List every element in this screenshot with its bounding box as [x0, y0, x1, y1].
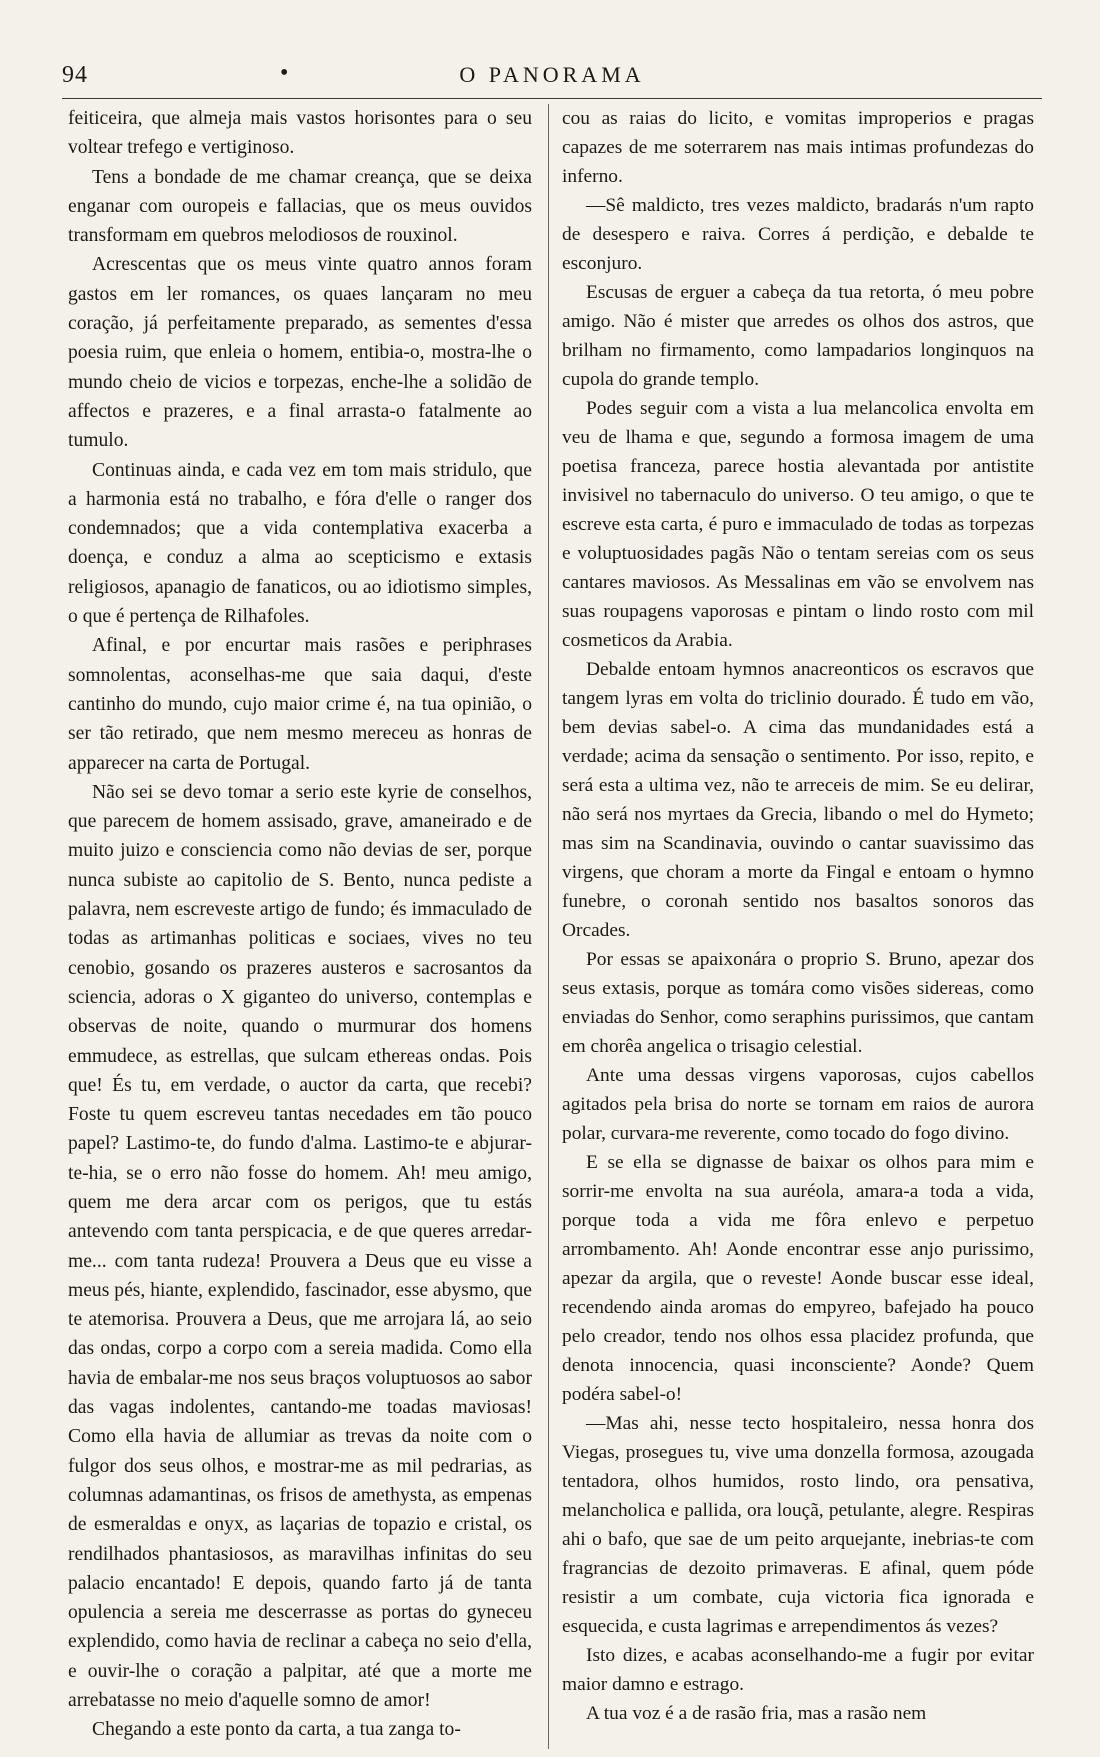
right-column	[562, 104, 1034, 1728]
header-bullet: •	[280, 60, 289, 86]
paragraph: Chegando a este ponto da carta, a tua zanga to-	[92, 1719, 461, 1741]
left-column	[68, 104, 532, 1745]
paragraph: A tua voz é a de rasão fria, mas a rasão nem	[586, 1703, 927, 1724]
paragraph: Afinal, e por encurtar mais rasões e periphrases somnolentas, aconselhas-me que saia daqui, d'este cantinho do mundo, cujo maior crime é, na tua opinião, o ser tão retirado, que nem mesmo mereceu as honras de apparecer na carta de Portugal.	[68, 635, 532, 774]
paragraph: Escusas de erguer a cabeça da tua retorta, ó meu pobre amigo. Não é mister que arredes os olhos dos astros, que brilham no firmamento, como lampadarios longinquos na cupola do grande templo.	[562, 282, 1034, 390]
paragraph: Isto dizes, e acabas aconselhando-me a fugir por evitar maior damno e estrago.	[562, 1645, 1034, 1695]
page-number: 94	[62, 62, 88, 88]
paragraph: Tens a bondade de me chamar creança, que se deixa enganar com ouropeis e fallacias, que os meus ouvidos transformam em quebros melodiosos de rouxinol.	[68, 166, 532, 247]
paragraph: —Sê maldicto, tres vezes maldicto, bradarás n'um rapto de desespero e raiva. Corres á perdição, e debalde te esconjuro.	[562, 195, 1034, 274]
paragraph: Acrescentas que os meus vinte quatro annos foram gastos em ler romances, os quaes lançaram no meu coração, já perfeitamente preparado, as sementes d'essa poesia ruim, que enleia o homem, entibia-o, mostra-lhe o mundo cheio de vicios e torpezas, enche-lhe a solidão de affectos e prazeres, e a final arrasta-o fatalmente ao tumulo.	[68, 254, 532, 452]
paragraph: feiticeira, que almeja mais vastos horisontes para o seu voltear trefego e vertiginoso.	[68, 108, 532, 159]
page-header	[62, 62, 1042, 98]
paragraph: E se ella se dignasse de baixar os olhos para mim e sorrir-me envolta na sua auréola, amara-a toda a vida, porque toda a vida me fôra enlevo e perpetuo arrombamento. Ah! Aonde encontrar esse anjo purissimo, apezar da argila, que o reveste! Aonde buscar esse ideal, recendendo ainda aromas do empyreo, bafejado ha pouco pelo creador, tendo nos olhos essa placidez profunda, que denota innocencia, quasi inconsciente? Aonde? Quem podéra sabel-o!	[562, 1152, 1034, 1405]
paragraph: Não sei se devo tomar a serio este kyrie de conselhos, que parecem de homem assisado, grave, amaneirado e de muito juizo e consciencia como não devias de ser, porque nunca subiste ao capitolio de S. Bento, nunca pediste a palavra, nem escreveste artigo de fundo; és immaculado de todas as artimanhas politicas e sociaes, vives no teu cenobio, gosando os prazeres austeros e sacrosantos da sciencia, adoras o X giganteo do universo, contemplas e observas de noite, quando o murmurar dos homens emmudece, as estrellas, que sulcam ethereas ondas. Pois que! És tu, em verdade, o auctor da carta, que recebi? Foste tu quem escreveu tantas necedades em tão pouco papel? Lastimo-te, do fundo d'alma. Lastimo-te e abjurar-te-hia, se o erro não fosse do homem. Ah! meu amigo, quem me dera arcar com os perigos, que tu estás antevendo com tanta perspicacia, e de que queres arredar-me... com tanta rudeza! Prouvera a Deus que eu visse a meus pés, hiante, explendido, fascinador, esse abysmo, que te atemorisa. Prouvera a Deus, que me arrojara lá, ao seio das ondas, corpo a corpo com a sereia madida. Como ella havia de embalar-me nos seus braços voluptuosos ao sabor das vagas indolentes, cantando-me toadas maviosas! Como ella havia de allumiar as trevas da noite com o fulgor dos seus olhos, e mostrar-me as mil pedrarias, as columnas adamantinas, os frisos de amethysta, as empenas de esmeraldas e onyx, as laçarias de topazio e cristal, os rendilhados phantasiosos, as maravilhas infinitas do seu palacio encantado! E depois, quando farto já de tanta opulencia a sereia me descerrasse as portas do gyneceu explendido, como havia de reclinar a cabeça no seio d'ella, e ouvir-lhe o coração a palpitar, até que a morte me arrebatasse no meio d'aquelle somno de amor!	[68, 781, 532, 1712]
paragraph: Debalde entoam hymnos anacreonticos os escravos que tangem lyras em volta do triclinio dourado. É tudo em vão, bem devias sabel-o. A cima das mundanidades está a verdade; acima da sensação o sentimento. Por isso, repito, e será esta a ultima vez, não te arreceis de mim. Se eu delirar, não será nos myrtaes da Grecia, libando o mel do Hymeto; mas sim na Scandinavia, ouvindo o cantar suavissimo das virgens, que choram a morte da Fingal e entoam o hymno funebre, o coronah sentido nos basaltos sonoros das Orcades.	[562, 659, 1034, 941]
paragraph: cou as raias do licito, e vomitas improperios e pragas capazes de me soterrarem nas mais intimas profundezas do inferno.	[562, 108, 1034, 187]
paragraph: —Mas ahi, nesse tecto hospitaleiro, nessa honra dos Viegas, prosegues tu, vive uma donzella formosa, azougada tentadora, olhos humidos, rosto lindo, ora pensativa, melancholica e pallida, ora louçã, petulante, alegre. Respiras ahi o bafo, que sae de um peito arquejante, inebrias-te com fragrancias de dezoito primaveras. E afinal, quem póde resistir a um combate, cuja victoria fica ignorada e esquecida, e custa lagrimas e arrependimentos ás vezes?	[562, 1413, 1034, 1637]
column-divider	[548, 104, 549, 1749]
journal-title: O PANORAMA	[459, 62, 645, 87]
header-rule	[62, 98, 1042, 99]
paragraph: Continuas ainda, e cada vez em tom mais stridulo, que a harmonia está no trabalho, e fóra d'elle o ranger dos condemnados; que a vida contemplativa exacerba a doença, e conduz a alma ao scepticismo e extasis religiosos, apanagio de fanaticos, ou ao idiotismo simples, o que é pertença de Rilhafoles.	[68, 459, 532, 628]
paragraph: Por essas se apaixonára o proprio S. Bruno, apezar dos seus extasis, porque as tomára como visões sidereas, como enviadas do Senhor, como seraphins purissimos, que cantam em chorêa angelica o trisagio celestial.	[562, 949, 1034, 1057]
paragraph: Ante uma dessas virgens vaporosas, cujos cabellos agitados pela brisa do norte se tornam em raios de aurora polar, curvara-me reverente, como tocado do fogo divino.	[562, 1065, 1034, 1144]
paragraph: Podes seguir com a vista a lua melancolica envolta em veu de lhama e que, segundo a formosa imagem de uma poetisa franceza, parece hostia alevantada por antistite invisivel no tabernaculo do universo. O teu amigo, o que te escreve esta carta, é puro e immaculado de todas as torpezas e voluptuosidades pagãs Não o tentam sereias com os seus cantares maviosos. As Messalinas em vão se envolvem nas suas roupagens vaporosas e pintam o lindo rosto com mil cosmeticos da Arabia.	[562, 398, 1034, 651]
